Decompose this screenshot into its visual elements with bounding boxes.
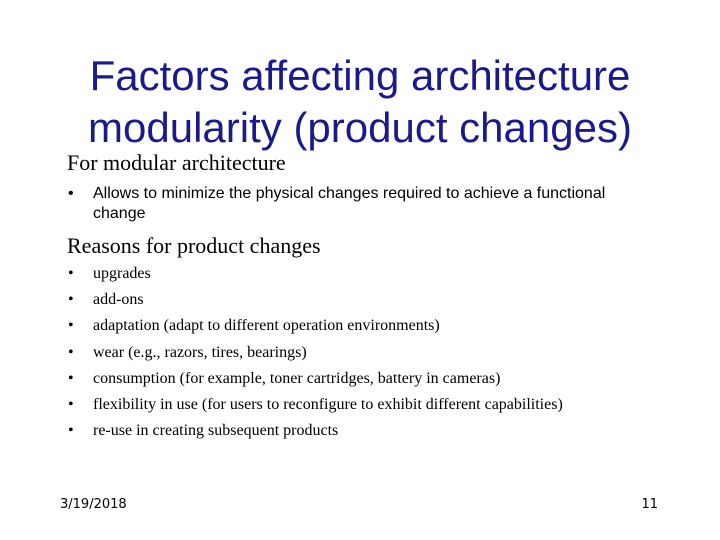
bullet-icon: •: [68, 343, 74, 361]
slide-title: [40, 50, 680, 154]
list-item: [68, 343, 688, 369]
section-heading-reasons: Reasons for product changes: [67, 233, 321, 258]
list-item-text: adaptation (adapt to different operation environments): [93, 317, 440, 335]
list-item: [68, 264, 688, 290]
list-item: [68, 395, 688, 421]
list-item: [68, 184, 668, 224]
list-item-text: consumption (for example, toner cartridges, battery in cameras): [93, 369, 501, 387]
bullet-icon: •: [68, 395, 74, 413]
bullet-icon: •: [68, 291, 74, 309]
bullet-icon: •: [68, 265, 74, 282]
list-item-text: wear (e.g., razors, tires, bearings): [93, 343, 307, 361]
bullet-icon: •: [68, 369, 74, 387]
list-item-text: re-use in creating subsequent products: [93, 422, 339, 440]
list-item: [68, 369, 688, 395]
bullet-icon: •: [68, 317, 74, 335]
list-item: [68, 290, 688, 316]
reasons-list: [68, 264, 688, 447]
list-item-text: flexibility in use (for users to reconfigure to exhibit different capabilities): [93, 395, 563, 413]
bullet-icon: •: [68, 185, 74, 202]
slide-title-line-2: modularity (product changes): [88, 104, 632, 151]
footer-date: 3/19/2018: [60, 497, 127, 512]
list-item: [68, 421, 688, 447]
list-item: [68, 316, 688, 342]
page-number: 11: [641, 497, 658, 512]
list-item-text: add-ons: [93, 291, 144, 309]
section-heading-modular-architecture: For modular architecture: [67, 150, 286, 175]
bullet-icon: •: [68, 422, 74, 440]
list-item-text: Allows to minimize the physical changes required to achieve a functional change: [93, 185, 606, 222]
slide-title-line-1: Factors affecting architecture: [89, 52, 631, 99]
list-item-text: upgrades: [93, 265, 151, 282]
